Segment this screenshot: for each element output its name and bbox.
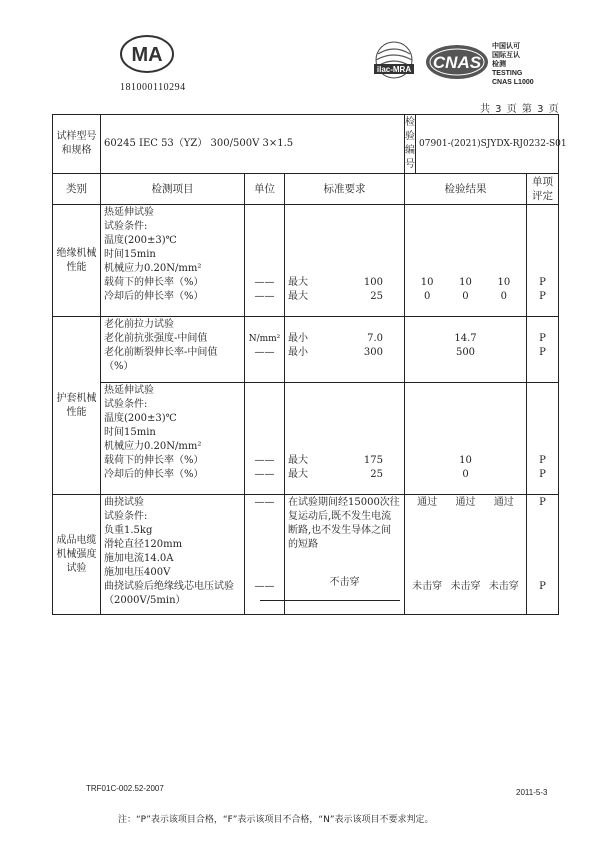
sheath-hotset-section <box>53 383 559 495</box>
report-label: 检验编号 <box>405 115 416 173</box>
insulation-unit: —— —— <box>245 205 285 317</box>
cable-standard: 在试验期间经15000次往复运动后,既不发生电流断路,也不发生导体之间的短路 不击穿 <box>285 495 405 615</box>
ilac-mra-logo <box>368 40 420 84</box>
cert-number: 181000110294 <box>120 82 186 93</box>
column-header-row <box>53 174 559 205</box>
report-value: 07901-(2021)SJYDX-RJ0232-S01 <box>419 139 567 149</box>
cable-results: 通过 通过 通过 未击穿 未击穿 未击穿 <box>405 495 527 615</box>
sheath-aging-results: 14.7 500 <box>405 317 527 383</box>
ma-logo-text: MA <box>131 44 163 66</box>
sample-value: 60245 IEC 53（YZ） 300/500V 3×1.5 <box>101 115 405 174</box>
cable-items: 曲挠试验 试验条件: 负重1.5kg 滑轮直径120mm 施加电流14.0A 施加电压400V 曲挠试验后绝缘线芯电压试验（2000V/5min） <box>101 495 245 615</box>
sheath-aging-eval: P P <box>527 317 559 383</box>
col-unit: 单位 <box>245 174 285 205</box>
sample-row <box>53 115 559 174</box>
end-rule <box>260 600 400 601</box>
col-standard: 标准要求 <box>285 174 405 205</box>
sheath-hotset-standard: 最大 175 最大 25 <box>285 383 405 495</box>
ilac-text: ilac-MRA <box>376 65 412 74</box>
col-category: 类别 <box>53 174 101 205</box>
sheath-hotset-unit: —— —— <box>245 383 285 495</box>
cnas-logo-text: CNAS <box>432 53 482 72</box>
ma-seal-logo <box>118 32 176 76</box>
col-result: 检验结果 <box>405 174 527 205</box>
sample-label: 试样型号和规格 <box>53 115 101 174</box>
insulation-eval: P P <box>527 205 559 317</box>
col-eval: 单项评定 <box>527 174 559 205</box>
insulation-section <box>53 205 559 317</box>
page-number: 共 3 页 第 3 页 <box>480 104 559 115</box>
cable-category: 成品电缆机械强度试验 <box>53 495 101 615</box>
sheath-aging-section <box>53 317 559 383</box>
insulation-standard: 最大 100 最大 25 <box>285 205 405 317</box>
cnas-accreditation-text: 中国认可 国际互认 检测 TESTING CNAS L1000 <box>492 43 534 86</box>
form-number: TRF01C-002.52-2007 <box>86 784 164 793</box>
sheath-aging-items: 老化前拉力试验 老化前抗张强度-中间值 老化前断裂伸长率-中间值（%） <box>101 317 245 383</box>
footer-date: 2011-5-3 <box>516 788 548 797</box>
cable-eval: P P <box>527 495 559 615</box>
col-item: 检测项目 <box>101 174 245 205</box>
cable-unit: —— —— <box>245 495 285 615</box>
insulation-category: 绝缘机械性能 <box>53 205 101 317</box>
insulation-items: 热延伸试验 试验条件: 温度(200±3)℃ 时间15min 机械应力0.20N/mm² 载荷下的伸长率（%） 冷却后的伸长率（%） <box>101 205 245 317</box>
sheath-hotset-results: 10 0 <box>405 383 527 495</box>
test-results-table <box>52 114 567 615</box>
cnas-logo <box>424 42 490 82</box>
sheath-hotset-items: 热延伸试验 试验条件: 温度(200±3)℃ 时间15min 机械应力0.20N/mm² 载荷下的伸长率（%） 冷却后的伸长率（%） <box>101 383 245 495</box>
insulation-results: 10 10 10 0 0 0 <box>405 205 527 317</box>
sheath-category: 护套机械性能 <box>53 317 101 495</box>
sheath-hotset-eval: P P <box>527 383 559 495</box>
sheath-aging-standard: 最小 7.0 最小 300 <box>285 317 405 383</box>
sheath-aging-unit: N/mm² —— <box>245 317 285 383</box>
cable-section <box>53 495 559 615</box>
footer-note: 注：“P”表示该项目合格，“F”表示该项目不合格，“N”表示该项目不要求判定。 <box>118 815 434 825</box>
